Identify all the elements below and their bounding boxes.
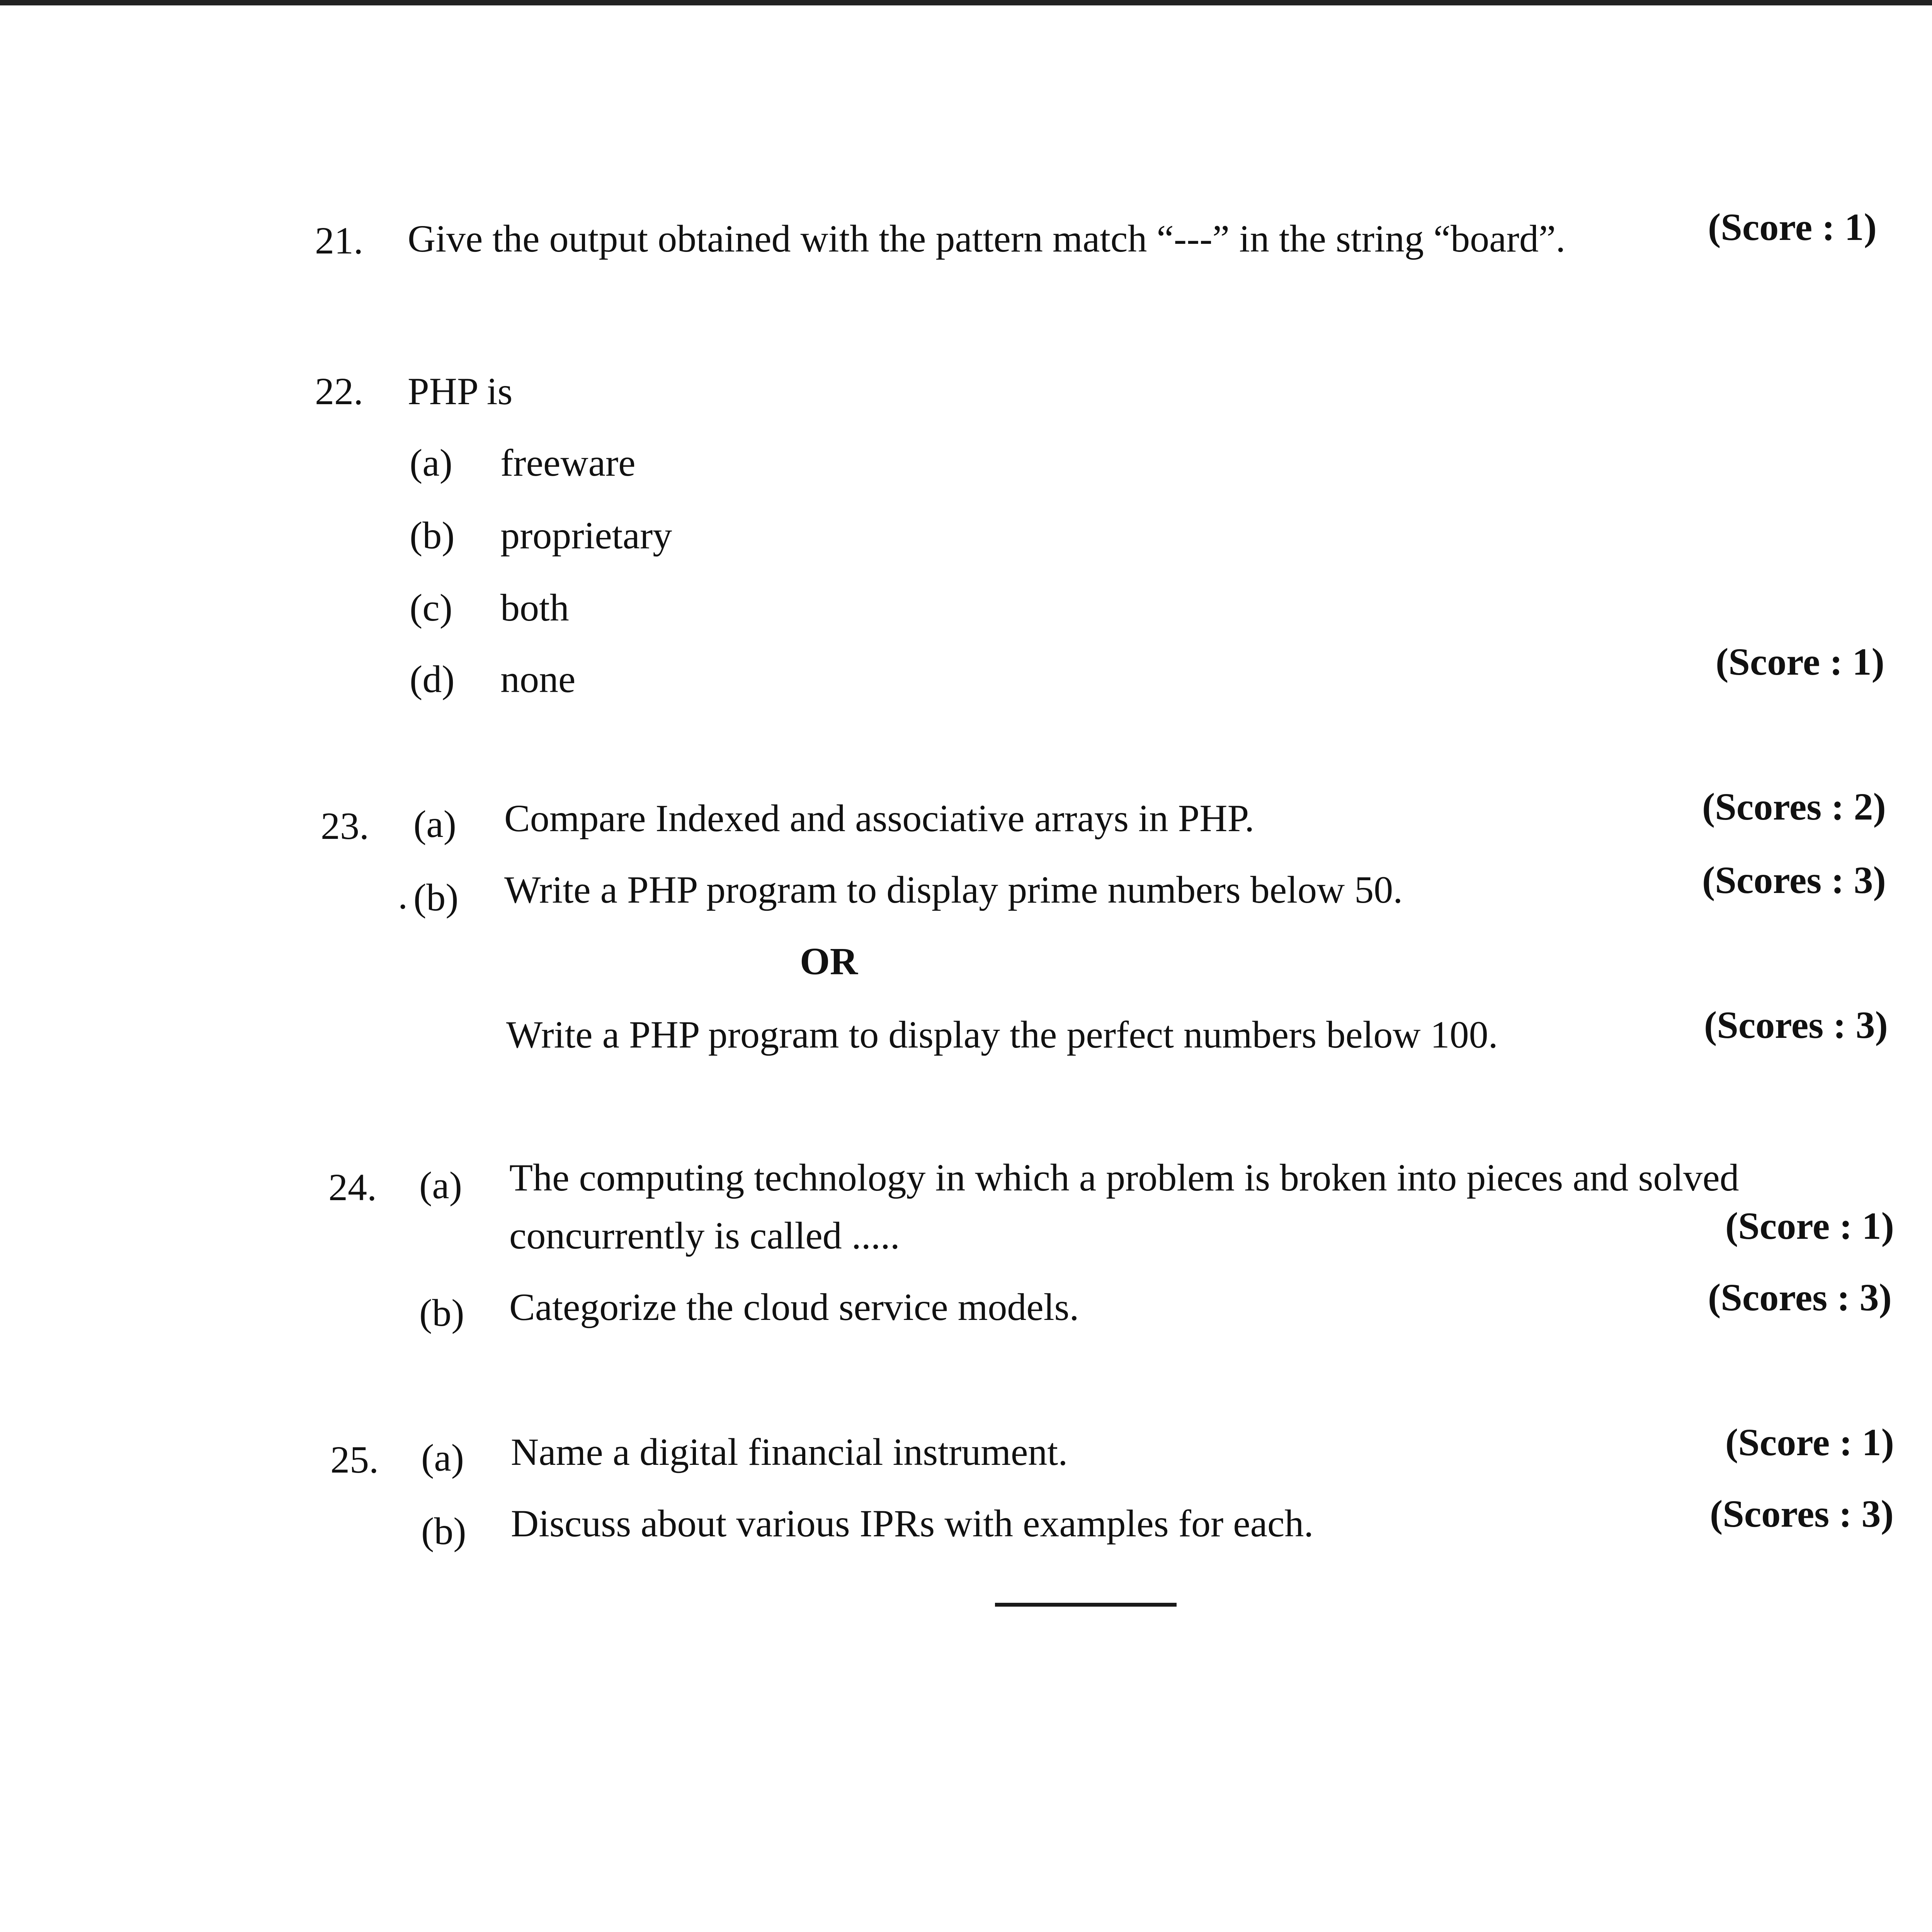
q25-b-label: (b)	[421, 1510, 466, 1553]
q23-b-mark: .	[398, 874, 408, 917]
q25-b-score: (Scores : 3)	[1710, 1492, 1894, 1535]
q24-b-label: (b)	[419, 1291, 464, 1334]
q22-score: (Score : 1)	[1716, 640, 1884, 683]
q21-text: Give the output obtained with the pattern match “---” in the string “board”.	[408, 217, 1566, 260]
q23-b-text: Write a PHP program to display prime numbers below 50.	[504, 868, 1403, 911]
q25-a-text: Name a digital financial instrument.	[511, 1430, 1068, 1473]
q23-alt-score: (Scores : 3)	[1704, 1003, 1888, 1046]
q21-score: (Score : 1)	[1708, 206, 1877, 248]
q23-a-label: (a)	[413, 803, 456, 845]
q24-number: 24.	[328, 1166, 377, 1209]
q22-option-d-text: none	[500, 658, 576, 701]
q25-a-label: (a)	[421, 1436, 464, 1479]
q23-b-label: (b)	[413, 876, 459, 919]
q24-a-score: (Score : 1)	[1725, 1204, 1894, 1247]
q21-number: 21.	[315, 219, 363, 262]
q23-b-score: (Scores : 3)	[1702, 859, 1886, 901]
q24-b-text: Categorize the cloud service models.	[509, 1286, 1079, 1328]
q25-b-text: Discuss about various IPRs with examples for each.	[511, 1502, 1314, 1545]
q25-number: 25.	[330, 1438, 379, 1481]
q23-a-score: (Scores : 2)	[1702, 785, 1886, 828]
q22-option-d-label: (d)	[410, 658, 455, 701]
q24-a-line2: concurrently is called .....	[509, 1214, 900, 1257]
q23-or: OR	[800, 940, 858, 983]
q22-text: PHP is	[408, 370, 513, 413]
q23-number: 23.	[321, 804, 369, 847]
q22-option-b-label: (b)	[410, 514, 455, 557]
q25-a-score: (Score : 1)	[1725, 1421, 1894, 1464]
q24-a-label: (a)	[419, 1164, 462, 1207]
q23-a-text: Compare Indexed and associative arrays in PHP.	[504, 797, 1255, 840]
q22-option-b-text: proprietary	[500, 514, 672, 557]
q22-option-a-label: (a)	[410, 441, 452, 484]
q22-option-c-label: (c)	[410, 586, 452, 629]
q22-option-a-text: freeware	[500, 441, 636, 484]
q24-b-score: (Scores : 3)	[1708, 1276, 1892, 1319]
end-rule	[995, 1603, 1177, 1607]
q23-alt-text: Write a PHP program to display the perfect numbers below 100.	[506, 1013, 1498, 1056]
q24-a-line1: The computing technology in which a problem is broken into pieces and solved	[509, 1156, 1739, 1199]
q22-option-c-text: both	[500, 586, 569, 629]
q22-number: 22.	[315, 370, 363, 413]
